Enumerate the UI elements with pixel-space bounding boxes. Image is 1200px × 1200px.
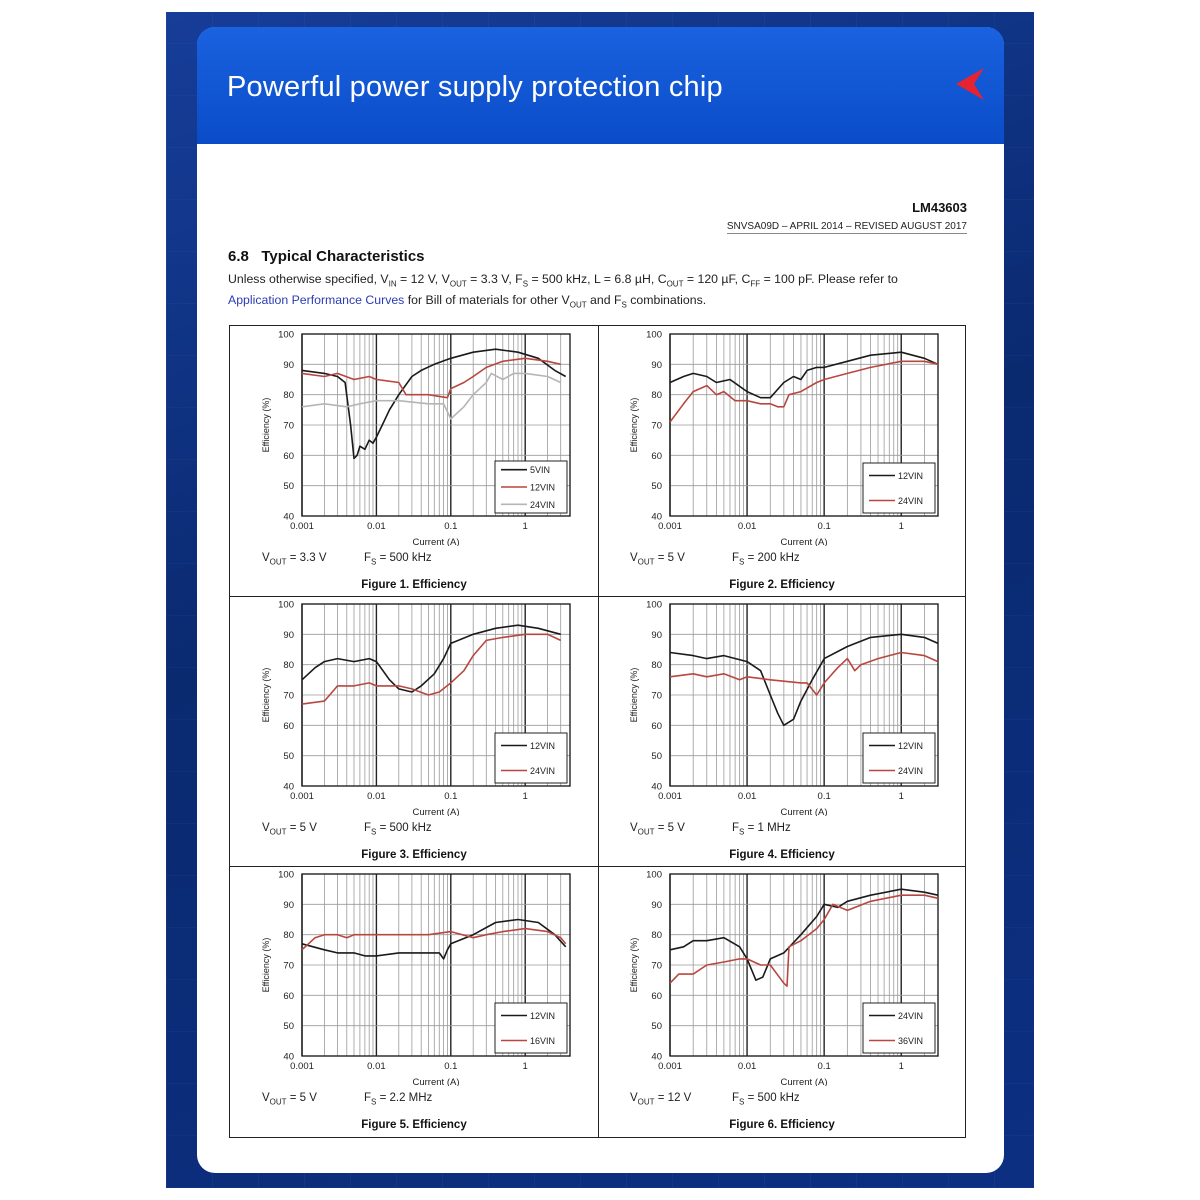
part-number: LM43603 (912, 200, 967, 215)
legend-label: 12VIN (898, 471, 924, 481)
figure-6 (598, 866, 966, 1136)
y-tick-label: 100 (278, 599, 294, 611)
legend-label: 24VIN (530, 766, 556, 776)
figure-caption: Figure 6. Efficiency (729, 1119, 835, 1131)
x-tick-label: 0.1 (444, 791, 458, 802)
y-tick-label: 60 (283, 990, 294, 1002)
legend-label: 12VIN (530, 1011, 556, 1021)
intro-sub: OUT (449, 279, 467, 289)
legend (863, 1003, 935, 1053)
legend-label: 24VIN (530, 499, 556, 510)
y-tick-label: 100 (646, 329, 662, 341)
y-tick-label: 80 (651, 930, 662, 942)
condition-fs: $F_S = 500$ kHz (732, 1092, 800, 1107)
intro-text: = 500 kHz, L = 6.8 µH, C (528, 272, 667, 286)
intro-text: = 3.3 V, F (466, 272, 523, 286)
y-tick-label: 50 (651, 751, 662, 763)
efficiency-chart (230, 866, 598, 1086)
y-tick-label: 80 (283, 930, 294, 942)
condition-fs: $F_S = 2.2$ MHz (364, 1092, 433, 1107)
condition-vout: $V_{OUT} = 12$ V (630, 1092, 692, 1107)
figure-2 (598, 326, 966, 596)
series-line-12vin (302, 920, 566, 959)
x-tick-label: 0.001 (290, 1061, 314, 1072)
y-tick-label: 100 (646, 599, 662, 611)
legend-label: 36VIN (898, 1036, 924, 1046)
intro-sub: IN (388, 279, 397, 289)
intro-text: combinations. (626, 293, 707, 308)
legend-label: 24VIN (898, 496, 924, 506)
y-tick-label: 70 (651, 690, 662, 702)
y-tick-label: 90 (651, 629, 662, 641)
legend-label: 24VIN (898, 1011, 924, 1021)
condition-vout: $V_{OUT} = 5$ V (262, 822, 317, 837)
y-tick-label: 100 (646, 869, 662, 881)
x-axis-label: Current (A) (780, 537, 828, 546)
condition-fs: $F_S = 200$ kHz (732, 552, 800, 567)
y-axis-label: Efficiency (%) (261, 397, 271, 453)
y-tick-label: 70 (651, 960, 662, 972)
y-tick-label: 90 (651, 359, 662, 371)
y-tick-label: 40 (651, 511, 662, 523)
y-axis-label: Efficiency (%) (629, 667, 639, 723)
series-line-16vin (302, 929, 566, 950)
figure-grid (229, 325, 966, 1138)
intro-sub: FF (750, 279, 761, 289)
legend-label: 16VIN (530, 1036, 556, 1046)
x-tick-label: 1 (898, 791, 904, 802)
y-tick-label: 50 (651, 1021, 662, 1033)
x-tick-label: 0.1 (817, 791, 831, 802)
x-axis-label: Current (A) (780, 807, 828, 816)
legend (495, 1003, 567, 1053)
intro-text: Unless otherwise specified, V (228, 272, 389, 286)
y-tick-label: 90 (283, 899, 294, 911)
figure-caption: Figure 5. Efficiency (361, 1119, 467, 1131)
x-tick-label: 0.01 (737, 521, 757, 532)
efficiency-chart (598, 866, 966, 1086)
intro-text: for Bill of materials for other V (404, 293, 570, 308)
legend (863, 733, 935, 783)
intro-text: = 100 pF. Please refer to (760, 272, 898, 286)
intro-sub: S (522, 279, 529, 289)
y-tick-label: 70 (283, 960, 294, 972)
figure-caption: Figure 4. Efficiency (729, 849, 835, 861)
y-tick-label: 60 (283, 720, 294, 732)
x-tick-label: 0.1 (444, 1061, 458, 1072)
figure-1 (230, 326, 598, 596)
y-tick-label: 80 (283, 660, 294, 672)
legend (495, 461, 567, 513)
section-heading (228, 248, 425, 265)
y-tick-label: 80 (651, 390, 662, 402)
y-tick-label: 60 (651, 450, 662, 462)
figure-5 (230, 866, 598, 1136)
intro-sub: S (621, 300, 627, 310)
x-tick-label: 1 (522, 791, 528, 802)
page-title: Powerful power supply protection chip (227, 71, 723, 103)
figure-caption: Figure 2. Efficiency (729, 579, 835, 591)
condition-vout: $V_{OUT} = 5$ V (630, 552, 685, 567)
intro-text: = 120 µF, C (683, 272, 751, 286)
condition-vout: $V_{OUT} = 5$ V (262, 1092, 317, 1107)
x-axis-label: Current (A) (412, 1077, 460, 1086)
y-tick-label: 40 (651, 781, 662, 793)
x-tick-label: 1 (522, 1061, 528, 1072)
x-tick-label: 1 (898, 1061, 904, 1072)
x-tick-label: 0.01 (367, 791, 386, 802)
legend-label: 12VIN (898, 741, 924, 751)
y-axis-label: Efficiency (%) (629, 397, 639, 453)
x-tick-label: 1 (522, 521, 528, 532)
condition-fs: $F_S = 1$ MHz (732, 822, 791, 837)
condition-vout: $V_{OUT} = 3.3$ V (262, 552, 327, 567)
x-axis-label: Current (A) (412, 537, 460, 546)
legend-label: 12VIN (530, 741, 556, 751)
section-intro (228, 271, 973, 314)
x-tick-label: 0.1 (817, 1061, 831, 1072)
x-axis-label: Current (A) (780, 1077, 828, 1086)
legend (863, 463, 935, 513)
legend-label: 5VIN (530, 465, 551, 476)
x-tick-label: 0.001 (290, 791, 314, 802)
y-tick-label: 90 (283, 359, 294, 371)
x-tick-label: 0.01 (367, 1061, 386, 1072)
legend (495, 733, 567, 783)
y-tick-label: 40 (651, 1051, 662, 1063)
y-tick-label: 40 (283, 511, 294, 523)
x-tick-label: 1 (898, 521, 904, 532)
x-tick-label: 0.1 (817, 521, 831, 532)
section-number: 6.8 (228, 248, 249, 265)
y-tick-label: 50 (283, 751, 294, 763)
x-tick-label: 0.1 (444, 521, 458, 532)
y-tick-label: 100 (278, 329, 294, 341)
y-tick-label: 80 (283, 390, 294, 402)
y-tick-label: 50 (283, 481, 294, 493)
y-tick-label: 50 (283, 1021, 294, 1033)
y-tick-label: 40 (283, 781, 294, 793)
intro-text: = 12 V, V (396, 272, 450, 286)
efficiency-chart (230, 596, 598, 816)
y-tick-label: 70 (651, 420, 662, 432)
y-axis-label: Efficiency (%) (629, 937, 639, 993)
efficiency-chart (598, 596, 966, 816)
section-title: Typical Characteristics (261, 248, 425, 265)
document-revision: SNVSA09D – APRIL 2014 – REVISED AUGUST 2017 (726, 221, 967, 232)
y-tick-label: 100 (278, 869, 294, 881)
efficiency-chart (598, 326, 966, 546)
y-tick-label: 90 (283, 629, 294, 641)
condition-fs: $F_S = 500$ kHz (364, 822, 432, 837)
x-tick-label: 0.001 (290, 521, 314, 532)
y-tick-label: 40 (283, 1051, 294, 1063)
legend-label: 12VIN (530, 482, 556, 493)
y-axis-label: Efficiency (%) (261, 937, 271, 993)
figure-caption: Figure 1. Efficiency (361, 579, 467, 591)
y-tick-label: 80 (651, 660, 662, 672)
y-tick-label: 70 (283, 690, 294, 702)
arrow-left-icon (954, 67, 986, 101)
y-tick-label: 60 (651, 720, 662, 732)
condition-fs: $F_S = 500$ kHz (364, 552, 432, 567)
application-curves-link[interactable]: Application Performance Curves (228, 293, 405, 308)
y-tick-label: 60 (283, 450, 294, 462)
efficiency-chart (230, 326, 598, 546)
x-tick-label: 0.001 (658, 791, 682, 802)
y-tick-label: 60 (651, 990, 662, 1002)
x-tick-label: 0.01 (737, 1061, 757, 1072)
figure-4 (598, 596, 966, 866)
condition-vout: $V_{OUT} = 5$ V (630, 822, 685, 837)
x-tick-label: 0.001 (658, 521, 682, 532)
intro-text: and F (586, 293, 622, 308)
x-tick-label: 0.001 (658, 1061, 682, 1072)
y-axis-label: Efficiency (%) (261, 667, 271, 723)
x-tick-label: 0.01 (367, 521, 386, 532)
x-tick-label: 0.01 (737, 791, 757, 802)
y-tick-label: 90 (651, 899, 662, 911)
intro-sub: OUT (666, 279, 684, 289)
title-banner (197, 27, 1004, 144)
y-tick-label: 50 (651, 481, 662, 493)
legend-label: 24VIN (898, 766, 924, 776)
figure-3 (230, 596, 598, 866)
figure-caption: Figure 3. Efficiency (361, 849, 467, 861)
y-tick-label: 70 (283, 420, 294, 432)
intro-sub: OUT (569, 300, 587, 310)
x-axis-label: Current (A) (412, 807, 460, 816)
